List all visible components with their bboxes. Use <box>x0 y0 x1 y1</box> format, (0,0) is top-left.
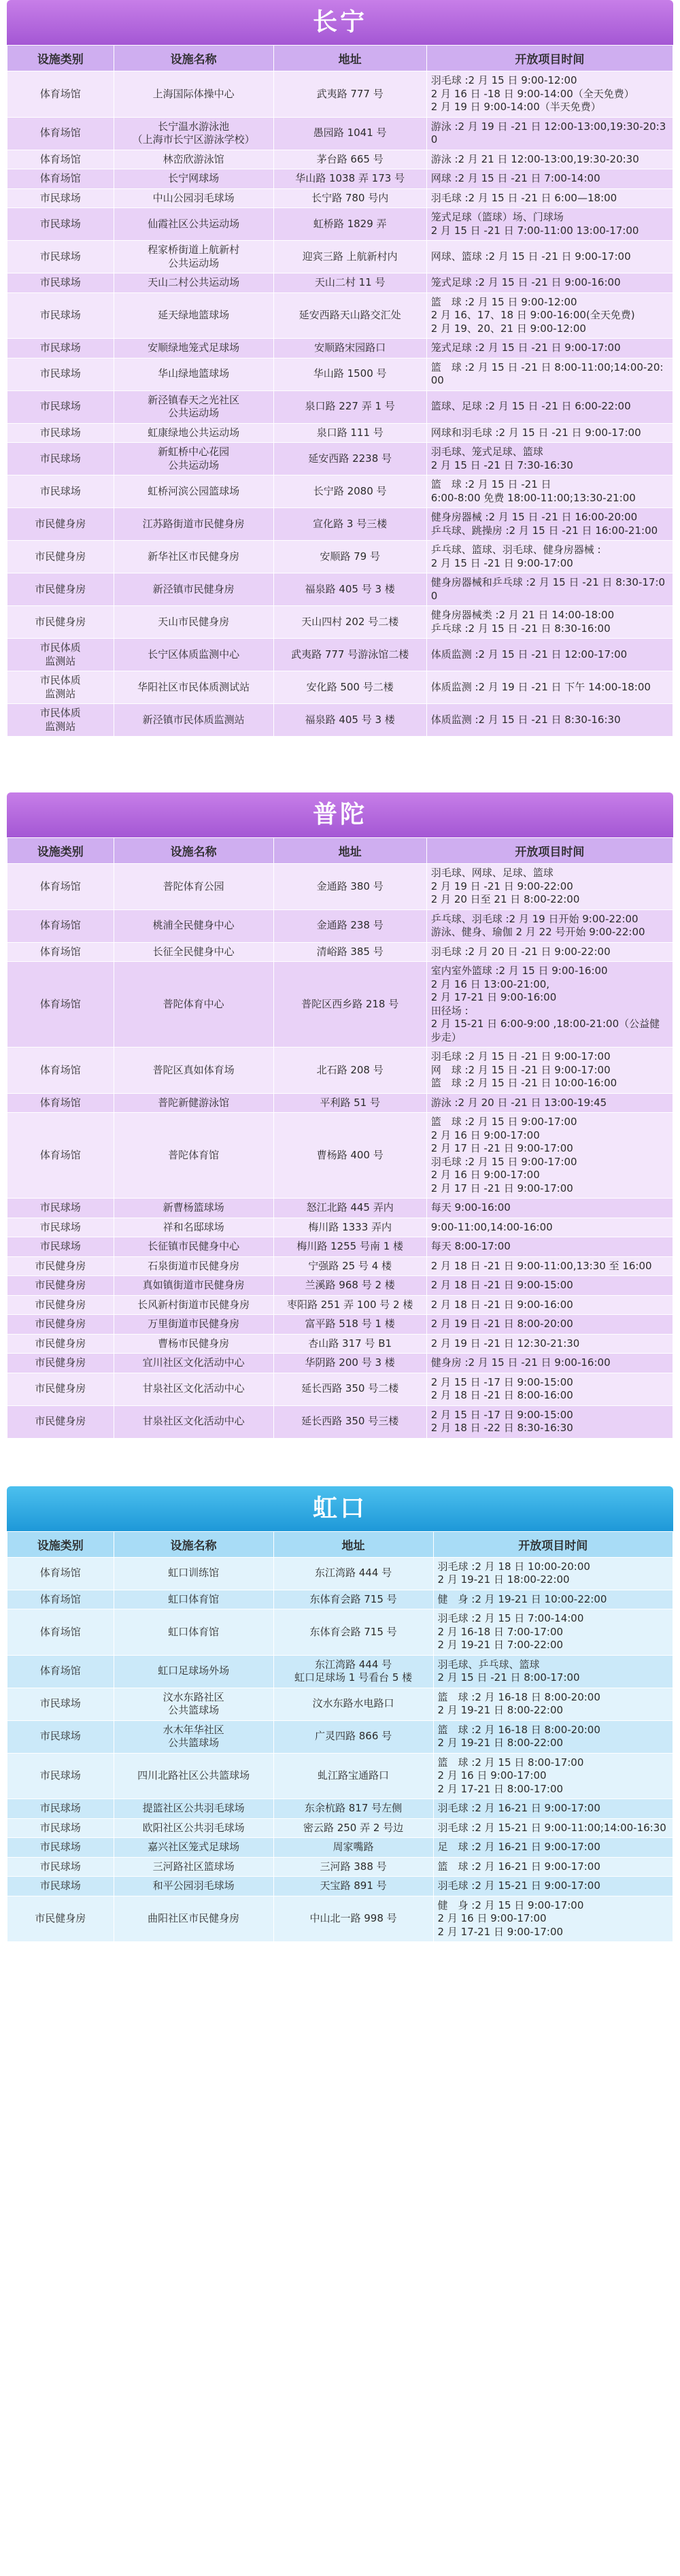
facility-name-cell: 虹口训练馆 <box>114 1557 273 1590</box>
facility-name-cell: 程家桥街道上航新村 公共运动场 <box>114 241 273 273</box>
facility-name-cell: 新曹杨篮球场 <box>114 1199 273 1218</box>
column-header: 地址 <box>273 46 426 71</box>
facility-name-cell: 宜川社区文化活动中心 <box>114 1354 273 1373</box>
table-row <box>7 1590 673 1609</box>
open-hours-cell: 羽毛球 :2 月 15 日 -21 日 6:00—18:00 <box>426 188 673 208</box>
table-row <box>7 1609 673 1656</box>
facility-name-cell: 水木年华社区 公共篮球场 <box>114 1720 273 1753</box>
district-section <box>7 1486 673 1943</box>
open-hours-cell: 2 月 18 日 -21 日 9:00-11:00,13:30 至 16:00 <box>426 1256 673 1276</box>
address-cell: 虬江路宝通路口 <box>273 1753 433 1799</box>
open-hours-cell: 2 月 15 日 -17 日 9:00-15:00 2 月 18 日 -22 日 8:30-16:30 <box>426 1405 673 1438</box>
column-header: 地址 <box>273 1531 433 1557</box>
category-cell: 市民球场 <box>7 188 114 208</box>
category-cell: 市民球场 <box>7 475 114 508</box>
address-cell: 曹杨路 400 号 <box>273 1113 426 1199</box>
open-hours-cell: 篮 球 :2 月 15 日 9:00-12:00 2 月 16、17、18 日 9:00-16:00(全天免费) 2 月 19、20、21 日 9:00-12:00 <box>426 292 673 339</box>
address-cell: 梅川路 1255 号南 1 楼 <box>273 1237 426 1257</box>
table-row <box>7 292 673 339</box>
table-row <box>7 1276 673 1296</box>
table-row <box>7 1753 673 1799</box>
open-hours-cell: 篮 球 :2 月 16-18 日 8:00-20:00 2 月 19-21 日 8:00-22:00 <box>433 1720 673 1753</box>
open-hours-cell: 2 月 19 日 -21 日 8:00-20:00 <box>426 1315 673 1335</box>
address-cell: 泉口路 111 号 <box>273 423 426 443</box>
address-cell: 东体育会路 715 号 <box>273 1609 433 1656</box>
open-hours-cell: 羽毛球 :2 月 15 日 9:00-12:00 2 月 16 日 -18 日 9:00-14:00（全天免费） 2 月 19 日 9:00-14:00（半天免费） <box>426 71 673 118</box>
facility-name-cell: 长宁温水游泳池 （上海市长宁区游泳学校） <box>114 117 273 150</box>
address-cell: 华山路 1500 号 <box>273 358 426 390</box>
category-cell: 体育场馆 <box>7 1655 114 1688</box>
address-cell: 金通路 238 号 <box>273 909 426 942</box>
facility-name-cell: 虹桥河滨公园篮球场 <box>114 475 273 508</box>
facility-table <box>7 45 673 737</box>
facility-name-cell: 祥和名邸球场 <box>114 1218 273 1237</box>
address-cell: 富平路 518 号 1 楼 <box>273 1315 426 1335</box>
facility-name-cell: 虹口足球场外场 <box>114 1655 273 1688</box>
address-cell: 天宝路 891 号 <box>273 1877 433 1896</box>
facility-name-cell: 林峦欣游泳馆 <box>114 150 273 169</box>
facility-name-cell: 虹口体育馆 <box>114 1609 273 1656</box>
table-row <box>7 1354 673 1373</box>
table-row <box>7 1877 673 1896</box>
table-row <box>7 169 673 189</box>
open-hours-cell: 羽毛球 :2 月 18 日 10:00-20:00 2 月 19-21 日 18:00-22:00 <box>433 1557 673 1590</box>
table-row <box>7 423 673 443</box>
facility-name-cell: 桃浦全民健身中心 <box>114 909 273 942</box>
address-cell: 汶水东路水电路口 <box>273 1688 433 1720</box>
facility-name-cell: 曲阳社区市民健身房 <box>114 1896 273 1942</box>
facility-name-cell: 长宁区体质监测中心 <box>114 639 273 671</box>
address-cell: 东体育会路 715 号 <box>273 1590 433 1609</box>
address-cell: 迎宾三路 上航新村内 <box>273 241 426 273</box>
category-cell: 市民健身房 <box>7 1334 114 1354</box>
district-title: 普陀 <box>7 792 673 837</box>
category-cell: 市民球场 <box>7 339 114 358</box>
open-hours-cell: 篮球、足球 :2 月 15 日 -21 日 6:00-22:00 <box>426 390 673 423</box>
open-hours-cell: 体质监测 :2 月 15 日 -21 日 12:00-17:00 <box>426 639 673 671</box>
table-row <box>7 1688 673 1720</box>
facility-name-cell: 三河路社区篮球场 <box>114 1857 273 1877</box>
column-header: 开放项目时间 <box>426 46 673 71</box>
address-cell: 北石路 208 号 <box>273 1048 426 1094</box>
address-cell: 枣阳路 251 弄 100 号 2 楼 <box>273 1295 426 1315</box>
facility-name-cell: 新虹桥中心花园 公共运动场 <box>114 443 273 475</box>
table-row <box>7 1315 673 1335</box>
address-cell: 延长西路 350 号二楼 <box>273 1373 426 1405</box>
table-row <box>7 1405 673 1438</box>
table-row <box>7 1048 673 1094</box>
category-cell: 市民健身房 <box>7 1276 114 1296</box>
category-cell: 市民健身房 <box>7 508 114 541</box>
category-cell: 市民健身房 <box>7 1896 114 1942</box>
category-cell: 市民健身房 <box>7 573 114 606</box>
facility-name-cell: 新泾镇市民体质监测站 <box>114 704 273 737</box>
table-row <box>7 188 673 208</box>
table-row <box>7 1655 673 1688</box>
category-cell: 市民球场 <box>7 1753 114 1799</box>
table-row <box>7 390 673 423</box>
category-cell: 市民球场 <box>7 1199 114 1218</box>
address-cell: 东江湾路 444 号 虹口足球场 1 号看台 5 楼 <box>273 1655 433 1688</box>
category-cell: 市民健身房 <box>7 1315 114 1335</box>
category-cell: 市民健身房 <box>7 1373 114 1405</box>
category-cell: 市民球场 <box>7 1799 114 1819</box>
open-hours-cell: 足 球 :2 月 16-21 日 9:00-17:00 <box>433 1838 673 1858</box>
category-cell: 市民健身房 <box>7 541 114 573</box>
category-cell: 体育场馆 <box>7 169 114 189</box>
facility-name-cell: 真如镇街道市民健身房 <box>114 1276 273 1296</box>
open-hours-cell: 健身房器械类 :2 月 21 日 14:00-18:00 乒乓球 :2 月 15 日 -21 日 8:30-16:00 <box>426 606 673 639</box>
open-hours-cell: 体质监测 :2 月 15 日 -21 日 8:30-16:30 <box>426 704 673 737</box>
open-hours-cell: 篮 球 :2 月 16-21 日 9:00-17:00 <box>433 1857 673 1877</box>
open-hours-cell: 体质监测 :2 月 19 日 -21 日 下午 14:00-18:00 <box>426 671 673 704</box>
address-cell: 天山四村 202 号二楼 <box>273 606 426 639</box>
table-row <box>7 208 673 241</box>
table-row <box>7 541 673 573</box>
category-cell: 市民球场 <box>7 1838 114 1858</box>
address-cell: 宣化路 3 号三楼 <box>273 508 426 541</box>
facility-name-cell: 虹口体育馆 <box>114 1590 273 1609</box>
address-cell: 怒江北路 445 弄内 <box>273 1199 426 1218</box>
table-row <box>7 606 673 639</box>
table-row <box>7 962 673 1048</box>
table-row <box>7 639 673 671</box>
open-hours-cell: 篮 球 :2 月 16-18 日 8:00-20:00 2 月 19-21 日 8:00-22:00 <box>433 1688 673 1720</box>
address-cell: 三河路 388 号 <box>273 1857 433 1877</box>
category-cell: 市民球场 <box>7 1688 114 1720</box>
table-row <box>7 1199 673 1218</box>
facility-name-cell: 仙霞社区公共运动场 <box>114 208 273 241</box>
district-title: 虹口 <box>7 1486 673 1531</box>
open-hours-cell: 每天 8:00-17:00 <box>426 1237 673 1257</box>
table-row <box>7 573 673 606</box>
address-cell: 延长西路 350 号三楼 <box>273 1405 426 1438</box>
category-cell: 市民健身房 <box>7 606 114 639</box>
district-section <box>7 0 673 737</box>
facility-name-cell: 普陀体育中心 <box>114 962 273 1048</box>
open-hours-cell: 羽毛球 :2 月 16-21 日 9:00-17:00 <box>433 1799 673 1819</box>
facility-table <box>7 837 673 1439</box>
open-hours-cell: 羽毛球、笼式足球、篮球 2 月 15 日 -21 日 7:30-16:30 <box>426 443 673 475</box>
table-row <box>7 475 673 508</box>
facility-name-cell: 延天绿地篮球场 <box>114 292 273 339</box>
table-row <box>7 1557 673 1590</box>
category-cell: 体育场馆 <box>7 1590 114 1609</box>
address-cell: 安化路 500 号二楼 <box>273 671 426 704</box>
table-row <box>7 864 673 910</box>
facility-name-cell: 普陀体育馆 <box>114 1113 273 1199</box>
open-hours-cell: 羽毛球、网球、足球、篮球 2 月 19 日 -21 日 9:00-22:00 2 月 20 日至 21 日 8:00-22:00 <box>426 864 673 910</box>
category-cell: 市民球场 <box>7 1720 114 1753</box>
address-cell: 华阴路 200 号 3 楼 <box>273 1354 426 1373</box>
address-cell: 福泉路 405 号 3 楼 <box>273 704 426 737</box>
facility-name-cell: 长征全民健身中心 <box>114 942 273 962</box>
column-header: 地址 <box>273 838 426 864</box>
address-cell: 武夷路 777 号游泳馆二楼 <box>273 639 426 671</box>
facility-name-cell: 四川北路社区公共篮球场 <box>114 1753 273 1799</box>
table-row <box>7 1237 673 1257</box>
category-cell: 市民球场 <box>7 1818 114 1838</box>
address-cell: 长宁路 2080 号 <box>273 475 426 508</box>
category-cell: 体育场馆 <box>7 71 114 118</box>
open-hours-cell: 网球 :2 月 15 日 -21 日 7:00-14:00 <box>426 169 673 189</box>
category-cell: 市民健身房 <box>7 1295 114 1315</box>
address-cell: 东江湾路 444 号 <box>273 1557 433 1590</box>
address-cell: 虹桥路 1829 弄 <box>273 208 426 241</box>
open-hours-cell: 室内室外篮球 :2 月 15 日 9:00-16:00 2 月 16 日 13:00-21:00, 2 月 17-21 日 9:00-16:00 田径场 : 2 月 15-21 日 6:00-9:00 ,18:00-21:00（公益健步走） <box>426 962 673 1048</box>
category-cell: 市民球场 <box>7 241 114 273</box>
category-cell: 市民球场 <box>7 208 114 241</box>
column-header: 设施名称 <box>114 1531 273 1557</box>
address-cell: 金通路 380 号 <box>273 864 426 910</box>
table-row <box>7 1896 673 1942</box>
facility-name-cell: 甘泉社区文化活动中心 <box>114 1373 273 1405</box>
open-hours-cell: 篮 球 :2 月 15 日 -21 日 8:00-11:00;14:00-20:00 <box>426 358 673 390</box>
facility-name-cell: 新华社区市民健身房 <box>114 541 273 573</box>
table-row <box>7 241 673 273</box>
category-cell: 体育场馆 <box>7 1557 114 1590</box>
table-row <box>7 1113 673 1199</box>
section-gap <box>0 1439 680 1486</box>
facility-name-cell: 天山二村公共运动场 <box>114 273 273 293</box>
address-cell: 长宁路 780 号内 <box>273 188 426 208</box>
address-cell: 中山北一路 998 号 <box>273 1896 433 1942</box>
table-row <box>7 339 673 358</box>
address-cell: 愚园路 1041 号 <box>273 117 426 150</box>
facility-name-cell: 曹杨市民健身房 <box>114 1334 273 1354</box>
table-row <box>7 443 673 475</box>
table-row <box>7 1373 673 1405</box>
category-cell: 体育场馆 <box>7 864 114 910</box>
address-cell: 兰溪路 968 号 2 楼 <box>273 1276 426 1296</box>
facility-name-cell: 江苏路街道市民健身房 <box>114 508 273 541</box>
facility-name-cell: 甘泉社区文化活动中心 <box>114 1405 273 1438</box>
facility-name-cell: 上海国际体操中心 <box>114 71 273 118</box>
category-cell: 市民健身房 <box>7 1256 114 1276</box>
category-cell: 市民球场 <box>7 1218 114 1237</box>
facility-name-cell: 欧阳社区公共羽毛球场 <box>114 1818 273 1838</box>
open-hours-cell: 2 月 15 日 -17 日 9:00-15:00 2 月 18 日 -21 日 8:00-16:00 <box>426 1373 673 1405</box>
table-row <box>7 508 673 541</box>
facility-name-cell: 中山公园羽毛球场 <box>114 188 273 208</box>
column-header: 设施类别 <box>7 46 114 71</box>
open-hours-cell: 游泳 :2 月 19 日 -21 日 12:00-13:00,19:30-20:30 <box>426 117 673 150</box>
address-cell: 普陀区西乡路 218 号 <box>273 962 426 1048</box>
open-hours-cell: 乒乓球、羽毛球 :2 月 19 日开始 9:00-22:00 游泳、健身、瑜伽 2 月 22 号开始 9:00-22:00 <box>426 909 673 942</box>
table-row <box>7 1857 673 1877</box>
facility-name-cell: 新泾镇市民健身房 <box>114 573 273 606</box>
table-row <box>7 1093 673 1113</box>
category-cell: 市民球场 <box>7 292 114 339</box>
category-cell: 市民体质 监测站 <box>7 671 114 704</box>
open-hours-cell: 羽毛球、乒乓球、篮球 2 月 15 日 -21 日 8:00-17:00 <box>433 1655 673 1688</box>
category-cell: 市民健身房 <box>7 1405 114 1438</box>
table-row <box>7 1218 673 1237</box>
table-row <box>7 942 673 962</box>
category-cell: 市民体质 监测站 <box>7 639 114 671</box>
address-cell: 宁强路 25 号 4 楼 <box>273 1256 426 1276</box>
table-row <box>7 358 673 390</box>
open-hours-cell: 健身房器械 :2 月 15 日 -21 日 16:00-20:00 乒乓球、跳操房 :2 月 15 日 -21 日 16:00-21:00 <box>426 508 673 541</box>
facility-name-cell: 提篮社区公共羽毛球场 <box>114 1799 273 1819</box>
district-section <box>7 792 673 1439</box>
category-cell: 体育场馆 <box>7 909 114 942</box>
facility-name-cell: 长风新村街道市民健身房 <box>114 1295 273 1315</box>
district-title: 长宁 <box>7 0 673 45</box>
address-cell: 华山路 1038 弄 173 号 <box>273 169 426 189</box>
open-hours-cell: 篮 球 :2 月 15 日 -21 日 6:00-8:00 免费 18:00-11:00;13:30-21:00 <box>426 475 673 508</box>
category-cell: 体育场馆 <box>7 1609 114 1656</box>
open-hours-cell: 羽毛球 :2 月 20 日 -21 日 9:00-22:00 <box>426 942 673 962</box>
table-row <box>7 1295 673 1315</box>
category-cell: 市民球场 <box>7 1877 114 1896</box>
column-header: 开放项目时间 <box>433 1531 673 1557</box>
column-header: 设施名称 <box>114 838 273 864</box>
table-row <box>7 117 673 150</box>
open-hours-cell: 笼式足球 :2 月 15 日 -21 日 9:00-17:00 <box>426 339 673 358</box>
open-hours-cell: 羽毛球 :2 月 15 日 -21 日 9:00-17:00 网 球 :2 月 15 日 -21 日 9:00-17:00 篮 球 :2 月 15 日 -21 日 10:00-16:00 <box>426 1048 673 1094</box>
category-cell: 市民球场 <box>7 443 114 475</box>
open-hours-cell: 游泳 :2 月 21 日 12:00-13:00,19:30-20:30 <box>426 150 673 169</box>
address-cell: 广灵四路 866 号 <box>273 1720 433 1753</box>
table-row <box>7 71 673 118</box>
column-header: 设施类别 <box>7 1531 114 1557</box>
open-hours-cell: 2 月 18 日 -21 日 9:00-15:00 <box>426 1276 673 1296</box>
facility-name-cell: 普陀体育公园 <box>114 864 273 910</box>
category-cell: 市民球场 <box>7 358 114 390</box>
facility-name-cell: 普陀新健游泳馆 <box>114 1093 273 1113</box>
category-cell: 体育场馆 <box>7 1113 114 1199</box>
column-header: 设施类别 <box>7 838 114 864</box>
address-cell: 杏山路 317 号 B1 <box>273 1334 426 1354</box>
address-cell: 延安西路天山路交汇处 <box>273 292 426 339</box>
section-gap <box>0 737 680 792</box>
address-cell: 安顺路宋园路口 <box>273 339 426 358</box>
facility-name-cell: 长征镇市民健身中心 <box>114 1237 273 1257</box>
facility-name-cell: 普陀区真如体育场 <box>114 1048 273 1094</box>
category-cell: 市民健身房 <box>7 1354 114 1373</box>
address-cell: 东余杭路 817 号左侧 <box>273 1799 433 1819</box>
address-cell: 梅川路 1333 弄内 <box>273 1218 426 1237</box>
open-hours-cell: 网球和羽毛球 :2 月 15 日 -21 日 9:00-17:00 <box>426 423 673 443</box>
address-cell: 周家嘴路 <box>273 1838 433 1858</box>
open-hours-cell: 羽毛球 :2 月 15 日 7:00-14:00 2 月 16-18 日 7:00-17:00 2 月 19-21 日 7:00-22:00 <box>433 1609 673 1656</box>
table-row <box>7 1799 673 1819</box>
open-hours-cell: 篮 球 :2 月 15 日 8:00-17:00 2 月 16 日 9:00-17:00 2 月 17-21 日 8:00-17:00 <box>433 1753 673 1799</box>
category-cell: 体育场馆 <box>7 117 114 150</box>
open-hours-cell: 网球、篮球 :2 月 15 日 -21 日 9:00-17:00 <box>426 241 673 273</box>
table-row <box>7 1720 673 1753</box>
category-cell: 体育场馆 <box>7 1048 114 1094</box>
open-hours-cell: 健身房 :2 月 15 日 -21 日 9:00-16:00 <box>426 1354 673 1373</box>
category-cell: 市民球场 <box>7 273 114 293</box>
open-hours-cell: 游泳 :2 月 20 日 -21 日 13:00-19:45 <box>426 1093 673 1113</box>
address-cell: 福泉路 405 号 3 楼 <box>273 573 426 606</box>
category-cell: 体育场馆 <box>7 1093 114 1113</box>
table-row <box>7 1334 673 1354</box>
open-hours-cell: 羽毛球 :2 月 15-21 日 9:00-17:00 <box>433 1877 673 1896</box>
address-cell: 延安西路 2238 号 <box>273 443 426 475</box>
facility-name-cell: 和平公园羽毛球场 <box>114 1877 273 1896</box>
table-row <box>7 1838 673 1858</box>
open-hours-cell: 羽毛球 :2 月 15-21 日 9:00-11:00;14:00-16:30 <box>433 1818 673 1838</box>
address-cell: 密云路 250 弄 2 号边 <box>273 1818 433 1838</box>
facility-name-cell: 天山市民健身房 <box>114 606 273 639</box>
open-hours-cell: 2 月 18 日 -21 日 9:00-16:00 <box>426 1295 673 1315</box>
facility-name-cell: 华山绿地篮球场 <box>114 358 273 390</box>
table-row <box>7 1256 673 1276</box>
facility-name-cell: 嘉兴社区笼式足球场 <box>114 1838 273 1858</box>
category-cell: 体育场馆 <box>7 942 114 962</box>
address-cell: 安顺路 79 号 <box>273 541 426 573</box>
address-cell: 天山二村 11 号 <box>273 273 426 293</box>
facility-name-cell: 长宁网球场 <box>114 169 273 189</box>
address-cell: 泉口路 227 弄 1 号 <box>273 390 426 423</box>
category-cell: 市民体质 监测站 <box>7 704 114 737</box>
column-header: 设施名称 <box>114 46 273 71</box>
address-cell: 武夷路 777 号 <box>273 71 426 118</box>
category-cell: 市民球场 <box>7 1237 114 1257</box>
address-cell: 茅台路 665 号 <box>273 150 426 169</box>
facility-table <box>7 1531 673 1943</box>
open-hours-cell: 健 身 :2 月 19-21 日 10:00-22:00 <box>433 1590 673 1609</box>
facility-name-cell: 新泾镇春天之光社区 公共运动场 <box>114 390 273 423</box>
table-row <box>7 150 673 169</box>
open-hours-cell: 9:00-11:00,14:00-16:00 <box>426 1218 673 1237</box>
category-cell: 市民球场 <box>7 423 114 443</box>
facility-name-cell: 汶水东路社区 公共篮球场 <box>114 1688 273 1720</box>
open-hours-cell: 乒乓球、篮球、羽毛球、健身房器械 : 2 月 15 日 -21 日 9:00-17:00 <box>426 541 673 573</box>
open-hours-cell: 2 月 19 日 -21 日 12:30-21:30 <box>426 1334 673 1354</box>
category-cell: 体育场馆 <box>7 962 114 1048</box>
table-row <box>7 704 673 737</box>
column-header: 开放项目时间 <box>426 838 673 864</box>
open-hours-cell: 笼式足球 :2 月 15 日 -21 日 9:00-16:00 <box>426 273 673 293</box>
table-row <box>7 1818 673 1838</box>
category-cell: 体育场馆 <box>7 150 114 169</box>
facility-name-cell: 安顺绿地笼式足球场 <box>114 339 273 358</box>
address-cell: 清峪路 385 号 <box>273 942 426 962</box>
table-row <box>7 909 673 942</box>
address-cell: 平利路 51 号 <box>273 1093 426 1113</box>
facility-name-cell: 华阳社区市民体质测试站 <box>114 671 273 704</box>
category-cell: 市民球场 <box>7 390 114 423</box>
table-row <box>7 671 673 704</box>
open-hours-cell: 每天 9:00-16:00 <box>426 1199 673 1218</box>
facility-name-cell: 虹康绿地公共运动场 <box>114 423 273 443</box>
open-hours-cell: 健 身 :2 月 15 日 9:00-17:00 2 月 16 日 9:00-17:00 2 月 17-21 日 9:00-17:00 <box>433 1896 673 1942</box>
open-hours-cell: 健身房器械和乒乓球 :2 月 15 日 -21 日 8:30-17:00 <box>426 573 673 606</box>
table-row <box>7 273 673 293</box>
facility-name-cell: 石泉街道市民健身房 <box>114 1256 273 1276</box>
open-hours-cell: 篮 球 :2 月 15 日 9:00-17:00 2 月 16 日 9:00-17:00 2 月 17 日 -21 日 9:00-17:00 羽毛球 :2 月 15 日 9:00-17:00 2 月 16 日 9:00-17:00 2 月 17 日 -21 日 9:00-17:00 <box>426 1113 673 1199</box>
facility-name-cell: 万里街道市民健身房 <box>114 1315 273 1335</box>
category-cell: 市民球场 <box>7 1857 114 1877</box>
open-hours-cell: 笼式足球（篮球）场、门球场 2 月 15 日 -21 日 7:00-11:00 13:00-17:00 <box>426 208 673 241</box>
